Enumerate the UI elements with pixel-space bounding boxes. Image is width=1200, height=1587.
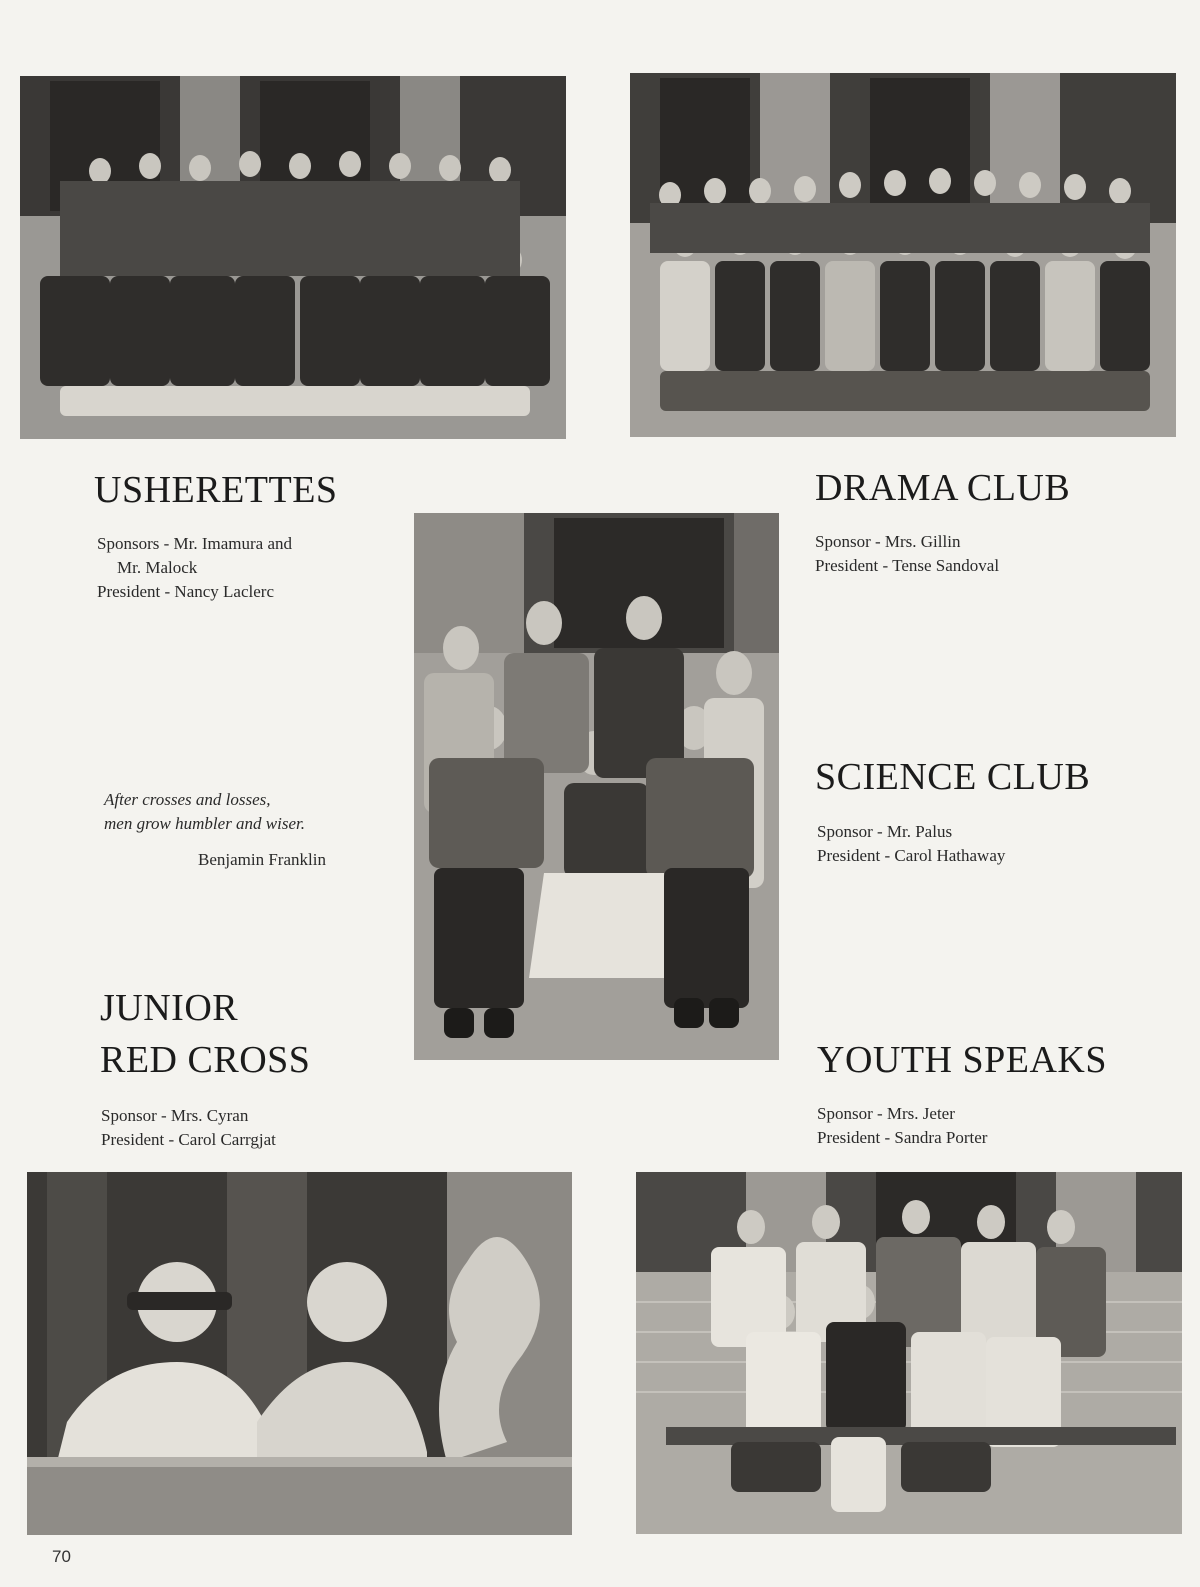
usherettes-president: President - Nancy Laclerc — [97, 582, 274, 601]
quote-author: Benjamin Franklin — [198, 850, 326, 869]
youth-speaks-sponsor: Sponsor - Mrs. Jeter — [817, 1104, 955, 1123]
science-club-president: President - Carol Hathaway — [817, 846, 1006, 865]
usherettes-info — [97, 532, 292, 604]
science-club-info — [817, 820, 1005, 868]
youth-speaks-president: President - Sandra Porter — [817, 1128, 988, 1147]
quote-block — [104, 788, 326, 872]
junior-red-cross-president: President - Carol Carrgjat — [101, 1130, 276, 1149]
youth-speaks-heading: YOUTH SPEAKS — [817, 1039, 1107, 1081]
quote-line-1: After crosses and losses, — [104, 790, 271, 809]
page-number: 70 — [52, 1547, 71, 1566]
junior-red-cross-title-line2: RED CROSS — [100, 1039, 311, 1081]
quote-line-2: men grow humbler and wiser. — [104, 814, 306, 833]
junior-red-cross-sponsor: Sponsor - Mrs. Cyran — [101, 1106, 249, 1125]
junior-red-cross-title-line1: JUNIOR — [100, 987, 239, 1029]
usherettes-sponsor: Sponsors - Mr. Imamura and — [97, 534, 293, 553]
youth-speaks-photo — [636, 1172, 1182, 1534]
junior-red-cross-heading — [100, 982, 310, 1086]
usherettes-photo — [20, 76, 566, 439]
junior-red-cross-photo — [27, 1172, 572, 1535]
drama-club-heading: DRAMA CLUB — [815, 467, 1071, 509]
science-club-photo — [414, 513, 779, 1060]
drama-club-president: President - Tense Sandoval — [815, 556, 1000, 575]
drama-club-sponsor: Sponsor - Mrs. Gillin — [815, 532, 961, 551]
junior-red-cross-info — [101, 1104, 276, 1152]
science-club-sponsor: Sponsor - Mr. Palus — [817, 822, 953, 841]
drama-club-info — [815, 530, 999, 578]
science-club-heading: SCIENCE CLUB — [815, 756, 1091, 798]
youth-speaks-info — [817, 1102, 987, 1150]
usherettes-sponsor-cont: Mr. Malock — [117, 558, 198, 577]
drama-club-photo — [630, 73, 1176, 437]
usherettes-heading: USHERETTES — [94, 469, 338, 511]
